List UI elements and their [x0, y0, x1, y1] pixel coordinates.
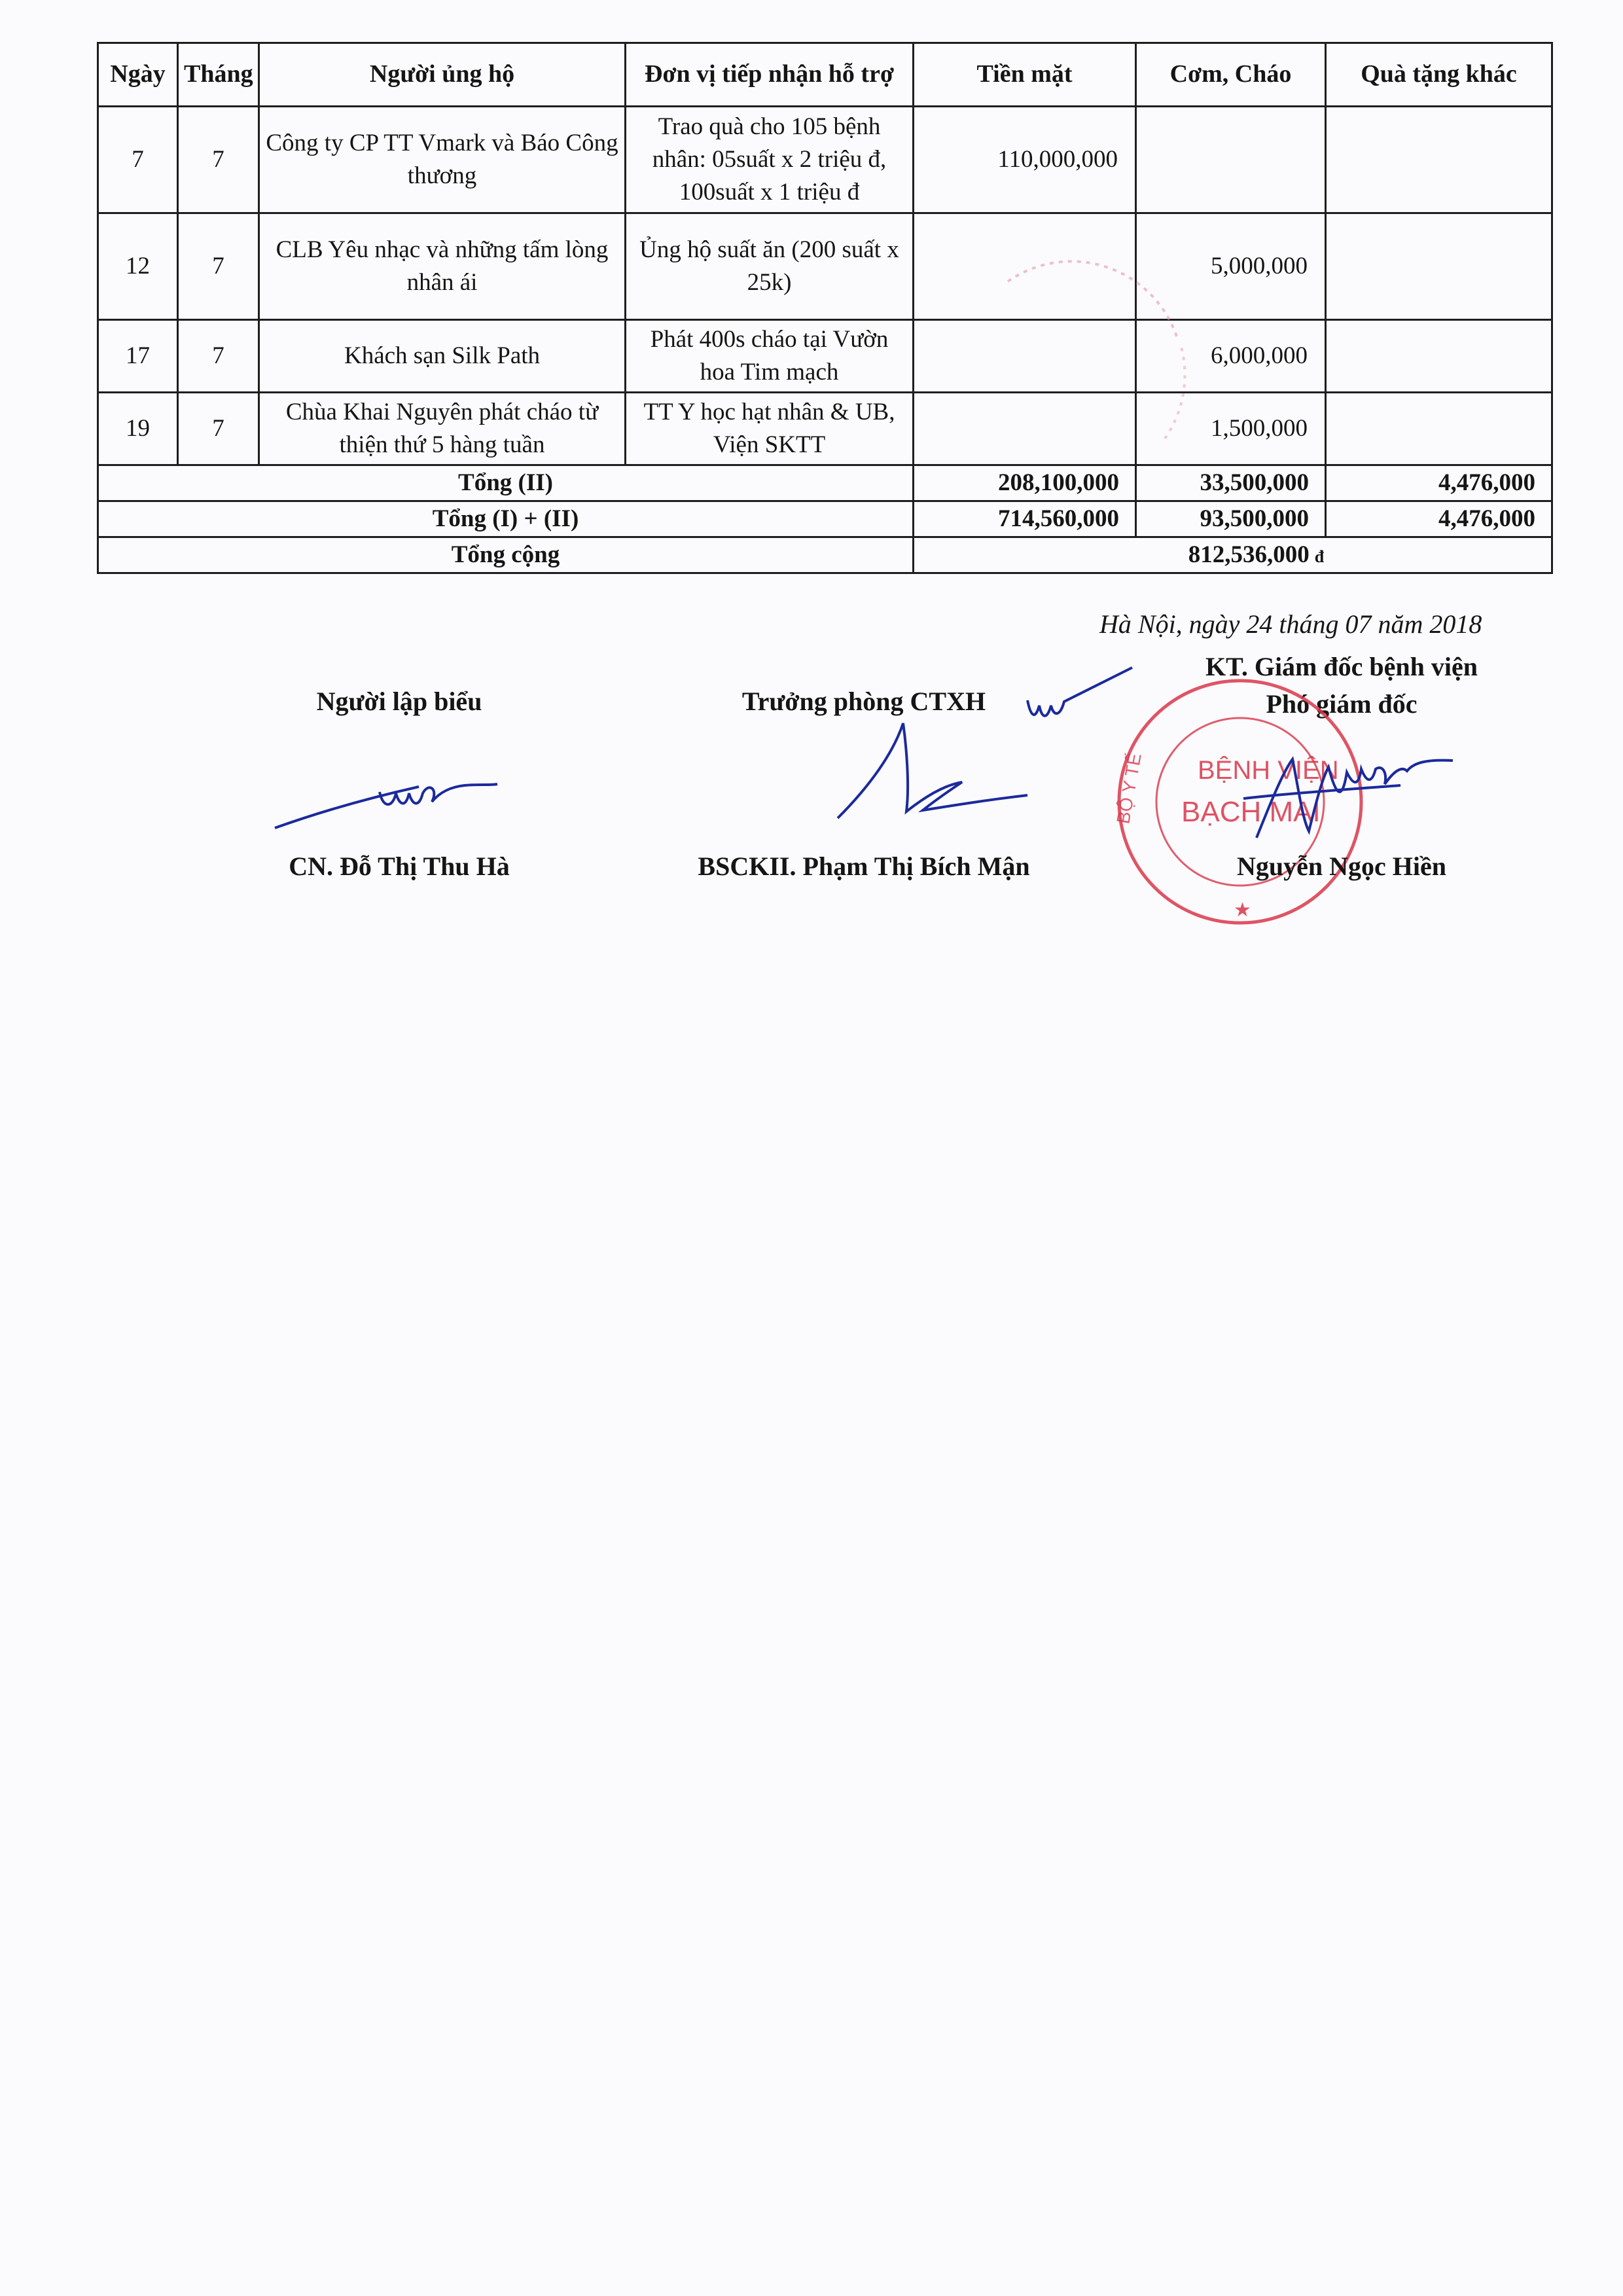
stamp-text-bottom: BẠCH MAI [1181, 796, 1321, 828]
stamp-star-icon: ★ [1234, 899, 1251, 922]
total-ii-row [98, 465, 1552, 501]
cell-donor: Công ty CP TT Vmark và Báo Công thương [259, 107, 626, 213]
cell-recipient: TT Y học hạt nhân & UB, Viện SKTT [626, 393, 914, 465]
total-i-ii-meals: 93,500,000 [1136, 501, 1326, 537]
header-day: Ngày [98, 43, 178, 107]
cell-donor: Khách sạn Silk Path [259, 320, 626, 393]
department-head-name: BSCKII. Phạm Thị Bích Mận [698, 852, 1030, 881]
cell-day: 7 [98, 107, 178, 213]
grand-total-value-cell [914, 537, 1552, 573]
cell-month: 7 [178, 213, 259, 320]
cell-day: 19 [98, 393, 178, 465]
cell-recipient: Ủng hộ suất ăn (200 suất x 25k) [626, 213, 914, 320]
deputy-director-title-line1: KT. Giám đốc bệnh viện [1205, 652, 1478, 681]
cell-meals [1136, 107, 1326, 213]
place-date: Hà Nội, ngày 24 tháng 07 năm 2018 [1099, 609, 1482, 639]
total-i-ii-other: 4,476,000 [1326, 501, 1552, 537]
grand-total-row [98, 537, 1552, 573]
table-row [98, 107, 1552, 213]
cell-month: 7 [178, 320, 259, 393]
total-ii-meals: 33,500,000 [1136, 465, 1326, 501]
donation-table [97, 42, 1553, 574]
cell-meals: 1,500,000 [1136, 393, 1326, 465]
grand-total-value: 812,536,000 [1188, 541, 1310, 568]
header-other: Quà tặng khác [1326, 43, 1552, 107]
deputy-director-name: Nguyễn Ngọc Hiền [1237, 852, 1446, 881]
cell-other [1326, 213, 1552, 320]
header-month: Tháng [178, 43, 259, 107]
grand-total-unit: đ [1314, 547, 1325, 566]
stamp-text-side: BỘ Y TẾ [1113, 751, 1145, 826]
cell-other [1326, 107, 1552, 213]
total-ii-label: Tổng (II) [98, 465, 914, 501]
total-i-ii-label: Tổng (I) + (II) [98, 501, 914, 537]
stamp-text-top: BỆNH VIỆN [1198, 756, 1339, 785]
cell-month: 7 [178, 107, 259, 213]
cell-other [1326, 320, 1552, 393]
total-ii-other: 4,476,000 [1326, 465, 1552, 501]
cell-meals: 5,000,000 [1136, 213, 1326, 320]
grand-total-label: Tổng cộng [98, 537, 914, 573]
table-row [98, 213, 1552, 320]
header-donor: Người ủng hộ [259, 43, 626, 107]
cell-cash: 110,000,000 [914, 107, 1136, 213]
cell-donor: CLB Yêu nhạc và những tấm lòng nhân ái [259, 213, 626, 320]
preparer-name: CN. Đỗ Thị Thu Hà [289, 852, 510, 881]
header-cash: Tiền mặt [914, 43, 1136, 107]
table-row [98, 320, 1552, 393]
deputy-director-signature [1230, 733, 1466, 844]
cell-other [1326, 393, 1552, 465]
preparer-title: Người lập biểu [316, 687, 482, 716]
total-i-ii-cash: 714,560,000 [914, 501, 1136, 537]
deputy-director-title-line2: Phó giám đốc [1266, 689, 1418, 719]
department-head-title: Trưởng phòng CTXH [741, 687, 986, 716]
cell-meals: 6,000,000 [1136, 320, 1326, 393]
cell-day: 17 [98, 320, 178, 393]
total-ii-cash: 208,100,000 [914, 465, 1136, 501]
cell-recipient: Trao quà cho 105 bệnh nhân: 05suất x 2 triệu đ, 100suất x 1 triệu đ [626, 107, 914, 213]
cell-month: 7 [178, 393, 259, 465]
total-i-ii-row [98, 501, 1552, 537]
cell-recipient: Phát 400s cháo tại Vườn hoa Tim mạch [626, 320, 914, 393]
cell-donor: Chùa Khai Nguyên phát cháo từ thiện thứ 5 hàng tuần [259, 393, 626, 465]
table-row [98, 393, 1552, 465]
header-meals: Cơm, Cháo [1136, 43, 1326, 107]
table-header-row [98, 43, 1552, 107]
preparer-signature [268, 753, 504, 838]
faint-stamp-impression [982, 242, 1191, 465]
cell-day: 12 [98, 213, 178, 320]
header-recipient: Đơn vị tiếp nhận hỗ trợ [626, 43, 914, 107]
